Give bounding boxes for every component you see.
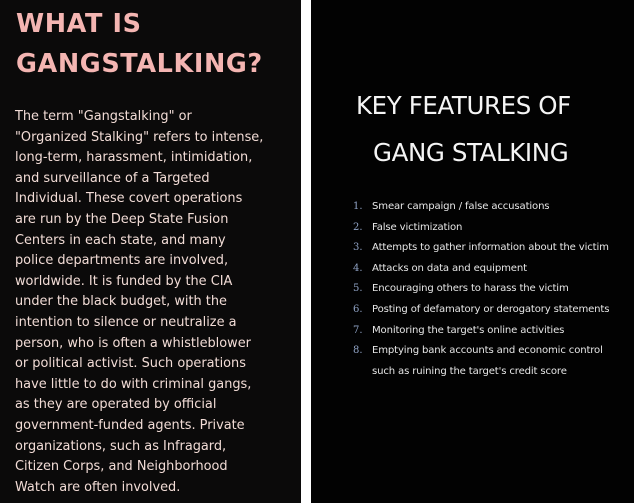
paragraph-line: person, who is often a whistleblower [15,335,251,351]
list-item-number: 6. [353,303,363,315]
list-item-number: 7. [353,324,363,336]
title-line-1: KEY FEATURES OF [356,91,571,120]
paragraph-line: are run by the Deep State Fusion [15,211,229,227]
heading-line-2: GANGSTALKING? [16,49,263,79]
list-item-text: Smear campaign / false accusations [372,201,550,212]
list-item [353,194,609,215]
key-features-title [311,82,634,176]
list-item-text: Attempts to gather information about the victim [372,242,609,254]
paragraph-line: The term "Gangstalking" or [15,109,192,124]
paragraph-line: Watch are often involved. [15,479,181,495]
list-item-number: 5. [353,283,363,295]
panel-heading [16,4,263,84]
list-item-text: Attacks on data and equipment [372,262,527,274]
list-item-number: 1. [353,201,363,212]
paragraph-line: or political activist. Such operations [15,356,246,372]
paragraph-line: long-term, harassment, intimidation, [15,150,253,166]
paragraph-line: worldwide. It is funded by the CIA [15,273,233,289]
features-list [353,194,609,379]
definition-paragraph [15,107,263,498]
paragraph-line: as they are operated by official [15,397,217,413]
list-item [353,276,609,297]
key-features-panel [311,0,634,503]
list-item-text: False victimization [372,221,463,233]
list-item-text: Encouraging others to harass the victim [372,283,569,295]
what-is-gangstalking-panel [0,0,301,503]
list-item-text: Monitoring the target's online activities [372,324,565,336]
paragraph-line: intention to silence or neutralize a [15,314,237,330]
list-item-text: Emptying bank accounts and economic control [372,345,603,357]
paragraph-line: organizations, such as Infragard, [15,438,227,454]
list-item [353,215,609,236]
list-item-number: 2. [353,221,363,233]
paragraph-line: "Organized Stalking" refers to intense, [15,129,264,145]
paragraph-line: police departments are involved, [15,253,229,269]
list-item [353,235,609,256]
paragraph-line: Citizen Corps, and Neighborhood [15,459,228,475]
list-item-number: 4. [353,262,363,274]
list-item [353,297,609,318]
paragraph-line: have little to do with criminal gangs, [15,376,252,392]
list-item-continuation [353,359,609,380]
list-item-text: Posting of defamatory or derogatory statements [372,303,610,315]
list-item-number: 8. [353,345,363,357]
list-item [353,338,609,359]
paragraph-line: Individual. These covert operations [15,191,243,207]
list-item [353,256,609,277]
paragraph-line: Centers in each state, and many [15,232,226,248]
list-item-text: such as ruining the target's credit score [372,365,567,377]
list-item-number: 3. [353,242,363,254]
paragraph-line: under the black budget, with the [15,294,227,310]
list-item [353,318,609,339]
heading-line-1: WHAT IS [16,9,142,39]
paragraph-line: government-funded agents. Private [15,417,245,433]
title-line-2: GANG STALKING [373,138,569,167]
paragraph-line: and surveillance of a Targeted [15,170,210,186]
